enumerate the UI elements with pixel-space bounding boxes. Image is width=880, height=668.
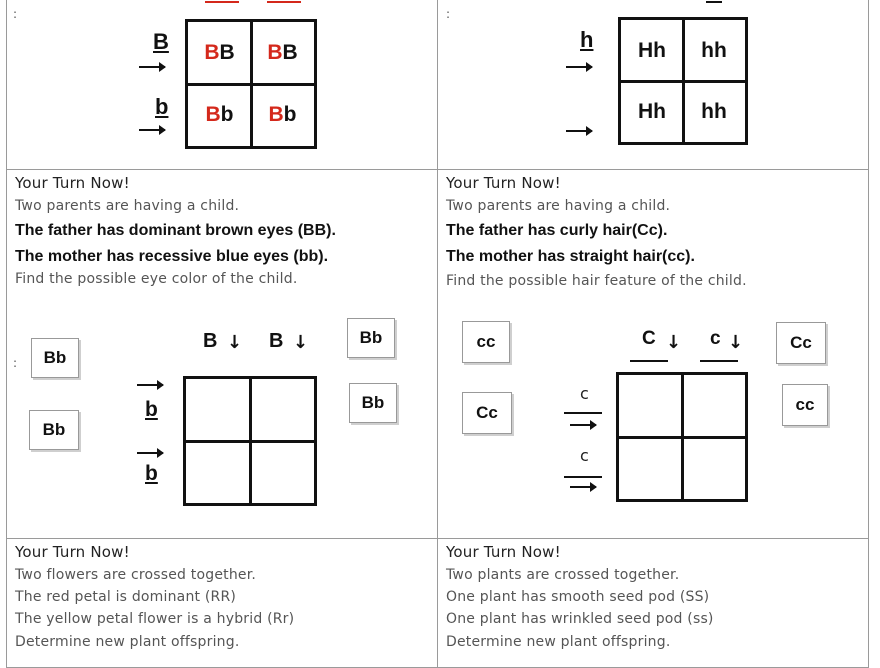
problem-line-2: The red petal is dominant (RR) [15,589,237,605]
row-label: h [580,27,594,52]
colon-mark: : [13,356,18,370]
down-arrow-icon: ↓ [666,332,682,353]
punnett-cell: hh [701,99,727,123]
row-label-2: b [145,462,158,485]
right-arrow-icon [570,486,596,488]
punnett-cell: B b [205,103,234,126]
down-arrow-icon: ↓ [728,332,744,353]
problem-line-4: Find the possible hair feature of the child. [446,273,747,289]
right-arrow-icon [566,66,592,68]
problem-line-3: One plant has wrinkled seed pod (ss) [446,611,714,627]
col-underline-1 [630,360,668,362]
right-arrow-icon [570,424,596,426]
answer-tile[interactable]: Cc [462,392,512,434]
punnett-cell: hh [701,38,727,62]
answer-tile[interactable]: Bb [31,338,79,378]
right-arrow-icon [139,66,165,68]
cell-top-left [6,0,438,170]
punnett-square [618,17,748,145]
top-cut-mark [267,1,301,3]
problem-line-3: The mother has straight hair(cc). [446,248,695,265]
top-cut-mark [706,1,722,3]
col-underline-2 [700,360,738,362]
section-heading: Your Turn Now! [446,543,561,561]
punnett-cell: Hh [638,38,666,62]
right-arrow-icon [566,130,592,132]
problem-line-2: The father has dominant brown eyes (BB). [15,222,336,239]
problem-line-1: Two parents are having a child. [446,198,671,214]
punnett-cell: B b [268,103,297,126]
section-heading: Your Turn Now! [446,174,561,192]
problem-line-1: Two parents are having a child. [15,198,240,214]
down-arrow-icon: ↓ [293,332,309,353]
col-label-2: B [269,330,284,352]
answer-tile[interactable]: Cc [776,322,826,364]
problem-line-1: Two plants are crossed together. [446,567,680,583]
problem-line-1: Two flowers are crossed together. [15,567,257,583]
answer-tile[interactable]: Bb [29,410,79,450]
row-underline-2 [564,476,602,478]
right-arrow-icon [139,129,165,131]
answer-tile[interactable]: cc [782,384,828,426]
answer-tile[interactable]: Bb [347,318,395,358]
col-label-2: c [710,328,721,349]
empty-punnett-square [616,372,748,502]
col-label-1: B [203,330,218,352]
down-arrow-icon: ↓ [227,332,243,353]
punnett-cell: Hh [638,99,666,123]
top-cut-mark [205,1,239,3]
cell-bottom-left [6,538,438,668]
row-label-2: c [580,446,589,465]
cell-mid-left [6,169,438,539]
cell-mid-right [437,169,869,539]
row-underline-1 [564,412,602,414]
colon-mark: : [446,7,451,21]
row-label-1: B [153,29,169,54]
row-label-1: b [145,398,158,421]
problem-line-4: Find the possible eye color of the child. [15,271,298,287]
punnett-square [185,19,317,149]
problem-line-2: The father has curly hair(Cc). [446,222,668,239]
problem-line-4: Determine new plant offspring. [15,634,240,650]
problem-line-2: One plant has smooth seed pod (SS) [446,589,710,605]
right-arrow-icon [137,384,163,386]
section-heading: Your Turn Now! [15,174,130,192]
colon-mark: : [13,7,18,21]
row-label-1: c [580,384,589,403]
cell-bottom-right [437,538,869,668]
row-label-2: b [155,94,169,119]
right-arrow-icon [137,452,163,454]
problem-line-3: The yellow petal flower is a hybrid (Rr) [15,611,295,627]
empty-punnett-square [183,376,317,506]
problem-line-3: The mother has recessive blue eyes (bb). [15,248,329,265]
cell-top-right [437,0,869,170]
section-heading: Your Turn Now! [15,543,130,561]
answer-tile[interactable]: Bb [349,383,397,423]
punnett-cell: B B [204,41,235,64]
col-label-1: C [642,328,656,349]
answer-tile[interactable]: cc [462,321,510,363]
punnett-cell: B B [267,41,298,64]
problem-line-4: Determine new plant offspring. [446,634,671,650]
